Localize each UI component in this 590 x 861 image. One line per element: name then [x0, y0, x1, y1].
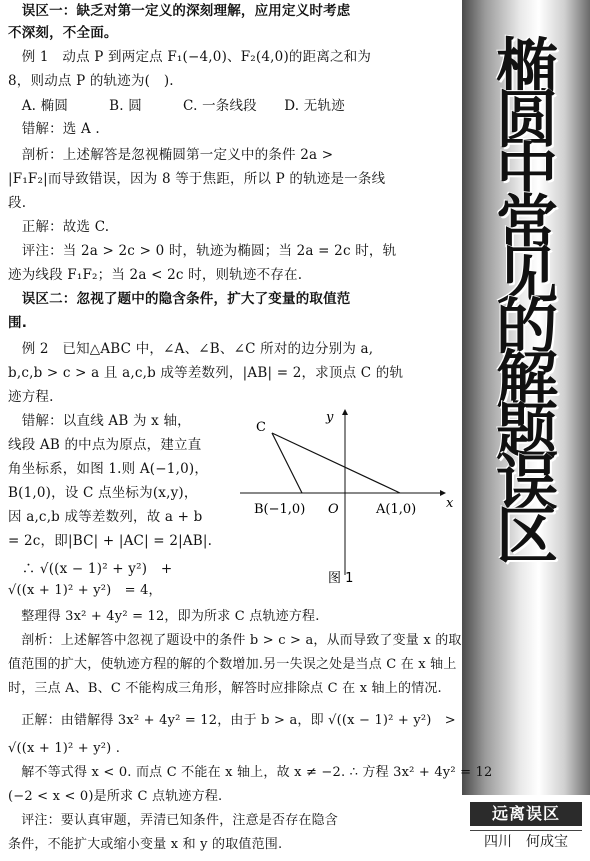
text-line-l34: 评注：要认真审题，弄清已知条件，注意是否存在隐含 [8, 813, 339, 828]
text-line-l28: 值范围的扩大，使轨迹方程的解的个数增加.另一失误之处是当点 C 在 x 轴上 [8, 657, 457, 672]
text-line-l35: 条件，不能扩大或缩小变量 x 和 y 的取值范围. [8, 837, 283, 852]
text-line-l02: 不深刻，不全面。 [8, 25, 118, 41]
text-line-l33: (−2 < x < 0)是所求 C 点轨迹方程. [8, 789, 223, 804]
figure-1 [240, 405, 455, 590]
figure-caption: 图 1 [328, 571, 354, 586]
text-line-l11: 评注：当 2a > 2c > 0 时，轨迹为椭圆；当 2a = 2c 时，轨 [8, 243, 397, 259]
title-char: 误 [495, 447, 558, 520]
text-line-l01: 误区一：缺乏对第一定义的深刻理解，应用定义时考虑 [8, 3, 351, 19]
title-char: 题 [495, 395, 558, 468]
text-line-l10: 正解：故选 C. [8, 219, 110, 235]
title-char: 的 [495, 291, 558, 364]
text-line-l29: 时，三点 A、B、C 不能构成三角形，解答时应排除点 C 在 x 轴上的情况. [8, 681, 442, 696]
text-line-l04: 8，则动点 P 的轨迹为( ). [8, 73, 174, 89]
text-line-l20: 角坐标系，如图 1.则 A(−1,0)， [8, 461, 209, 477]
text-line-l13: 误区二：忽视了题中的隐含条件，扩大了变量的取值范 [8, 291, 351, 307]
label-x: x [446, 496, 454, 511]
text-line-l03: 例 1 动点 P 到两定点 F₁(−4,0)、F₂(4,0)的距离之和为 [8, 49, 372, 65]
text-line-l14: 围. [8, 315, 28, 331]
title-char: 中 [495, 135, 558, 208]
title-char: 见 [495, 239, 558, 312]
title-char: 解 [495, 343, 558, 416]
text-line-l32: 解不等式得 x < 0. 而点 C 不能在 x 轴上，故 x ≠ −2. ∴ 方程 3x² + 4y² = 12 [8, 765, 493, 780]
text-line-l26: 整理得 3x² + 4y² = 12，即为所求 C 点轨迹方程. [8, 609, 320, 624]
title-char: 常 [495, 187, 558, 260]
segment-CA [272, 433, 400, 493]
label-B: B(−1,0) [254, 502, 306, 517]
text-line-l24: ∴ √((x − 1)² + y²) + [8, 561, 173, 577]
text-line-l31: √((x + 1)² + y²) . [8, 741, 121, 756]
y-axis-arrow-icon [342, 409, 348, 415]
text-line-l25: √((x + 1)² + y²) = 4， [8, 583, 162, 598]
author-line: 四川 何成宝 [470, 830, 582, 853]
text-line-l17: 迹方程. [8, 389, 54, 405]
segment-CB [272, 433, 302, 493]
title-char: 圆 [495, 83, 558, 156]
text-line-l19: 线段 AB 的中点为原点，建立直 [8, 437, 202, 453]
text-line-l08: |F₁F₂|而导致错误，因为 8 等于焦距，所以 P 的轨迹是一条线 [8, 171, 386, 187]
text-line-l12: 迹为线段 F₁F₂；当 2a < 2c 时，则轨迹不存在. [8, 267, 303, 283]
title-char: 椭 [495, 31, 558, 104]
title-char: 区 [495, 499, 558, 572]
label-A: A(1,0) [376, 502, 417, 517]
label-y: y [326, 410, 334, 425]
text-line-l21: B(1,0)，设 C 点坐标为(x,y)， [8, 485, 198, 501]
column-badge: 远离误区 [470, 802, 582, 826]
text-line-l15: 例 2 已知△ABC 中，∠A、∠B、∠C 所对的边分别为 a, [8, 341, 374, 357]
text-line-l06: 错解：选 A . [8, 121, 100, 137]
text-line-l30: 正解：由错解得 3x² + 4y² = 12，由于 b > a，即 √((x − 1)² + y²) > [8, 713, 456, 728]
text-line-l07: 剖析：上述解答是忽视椭圆第一定义中的条件 2a > [8, 147, 334, 163]
label-origin: O [328, 502, 339, 517]
text-line-l27: 剖析：上述解答中忽视了题设中的条件 b > c > a，从而导致了变量 x 的取 [8, 633, 462, 648]
text-line-l23: = 2c，即|BC| + |AC| = 2|AB|. [8, 533, 213, 549]
text-line-l16: b,c,b > c > a 且 a,c,b 成等差数列，|AB| = 2，求顶点 C 的轨 [8, 365, 404, 381]
text-line-l05: A. 椭圆 B. 圆 C. 一条线段 D. 无轨迹 [8, 98, 345, 114]
text-line-l18: 错解：以直线 AB 为 x 轴， [8, 413, 191, 429]
text-line-l09: 段. [8, 195, 27, 211]
text-line-l22: 因 a,c,b 成等差数列，故 a + b [8, 509, 203, 525]
label-C: C [256, 420, 266, 435]
